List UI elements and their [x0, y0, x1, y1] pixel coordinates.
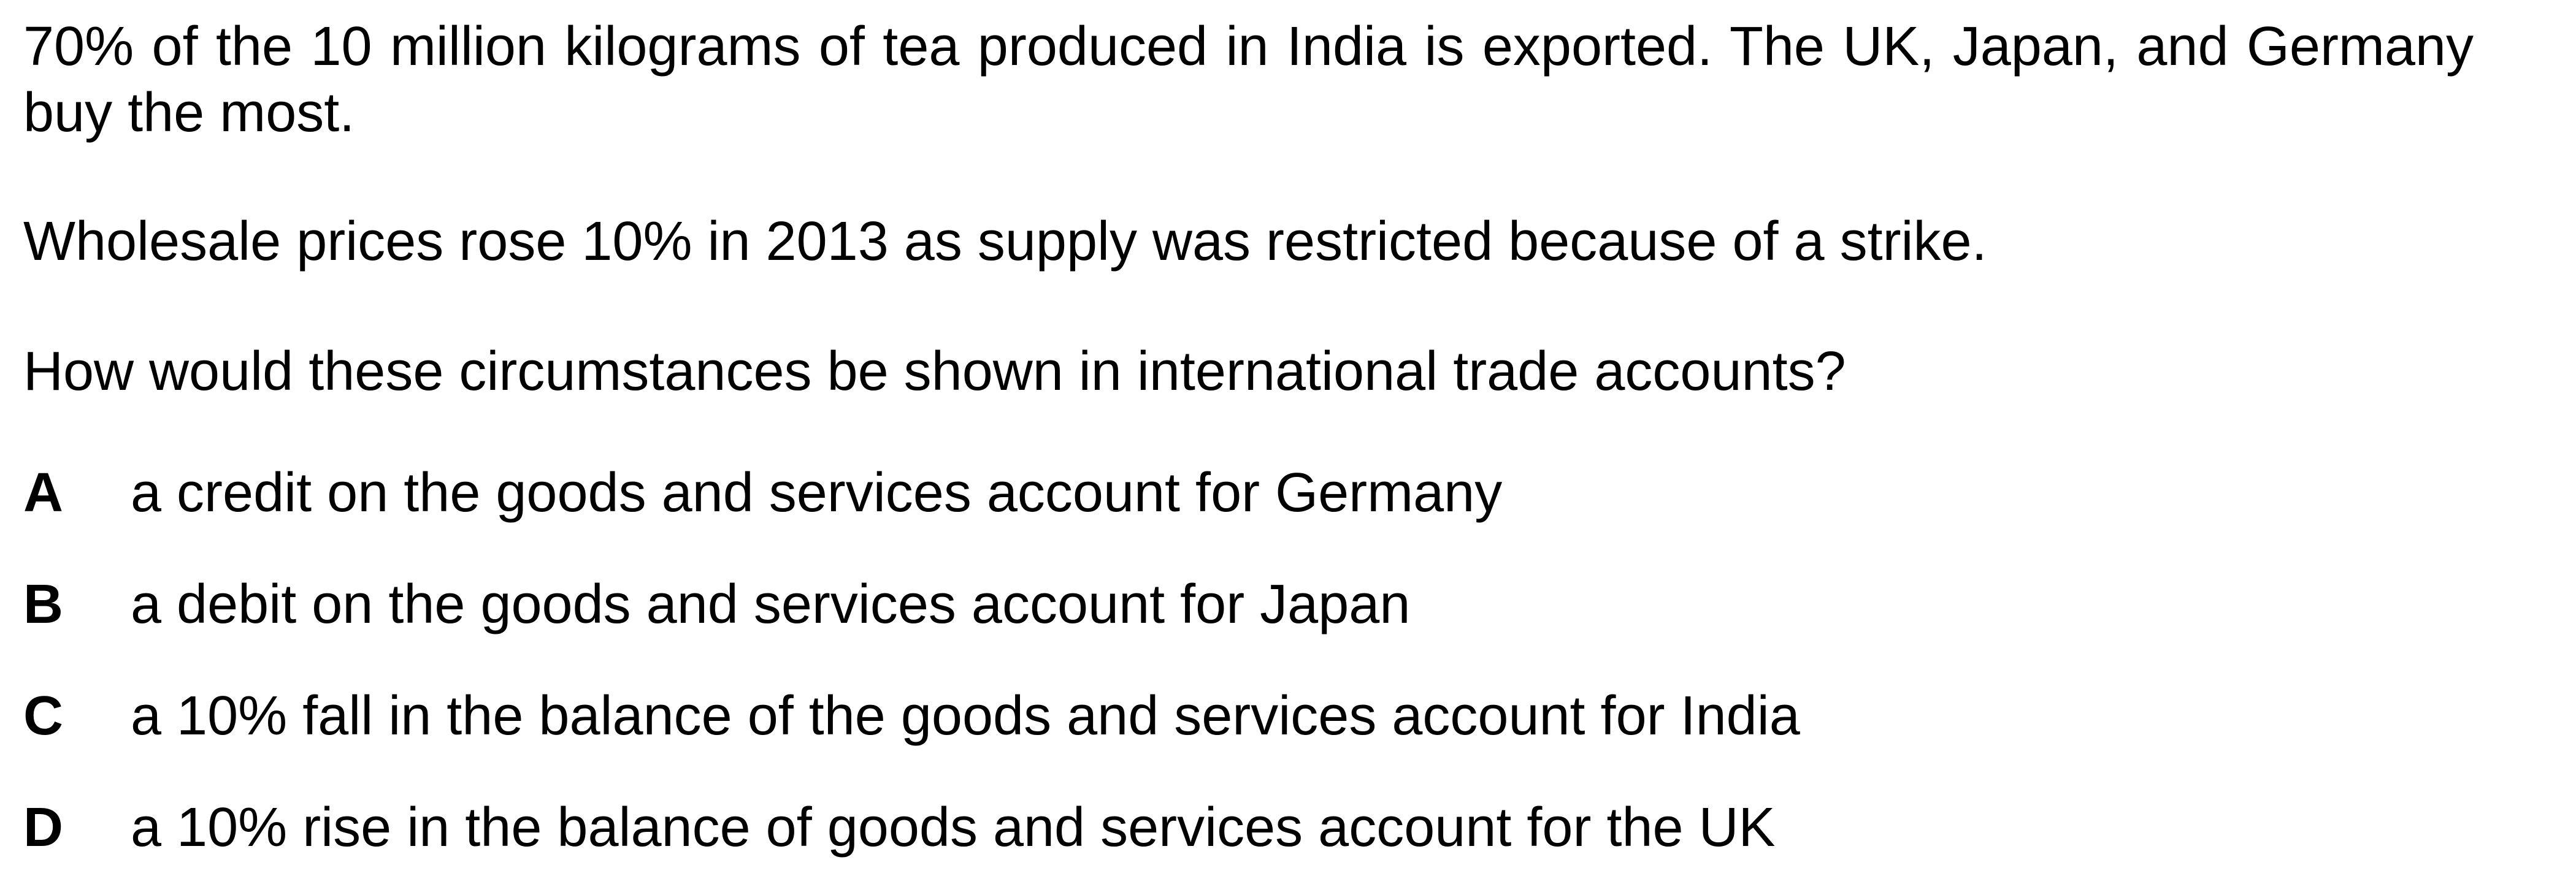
option-c[interactable] — [23, 683, 1800, 749]
stem-paragraph-1: 70% of the 10 million kilograms of tea produced in India is exported. The UK, Japan, and Germany buy the most. — [23, 16, 2474, 143]
option-letter: D — [23, 797, 63, 858]
option-letter: A — [23, 462, 63, 524]
option-d[interactable] — [23, 794, 1776, 861]
option-text: a debit on the goods and services account for Japan — [131, 574, 1411, 635]
option-text: a 10% fall in the balance of the goods and services account for India — [131, 685, 1800, 747]
option-b[interactable] — [23, 571, 1410, 638]
option-letter: B — [23, 574, 63, 635]
stem-paragraph-2: Wholesale prices rose 10% in 2013 as supply was restricted because of a strike. — [23, 211, 1987, 272]
option-letter: C — [23, 685, 63, 747]
option-text: a credit on the goods and services account for Germany — [131, 462, 1503, 524]
option-text: a 10% rise in the balance of goods and services account for the UK — [131, 797, 1776, 858]
question-prompt: How would these circumstances be shown in international trade accounts? — [23, 341, 1846, 402]
option-a[interactable] — [23, 460, 1502, 526]
